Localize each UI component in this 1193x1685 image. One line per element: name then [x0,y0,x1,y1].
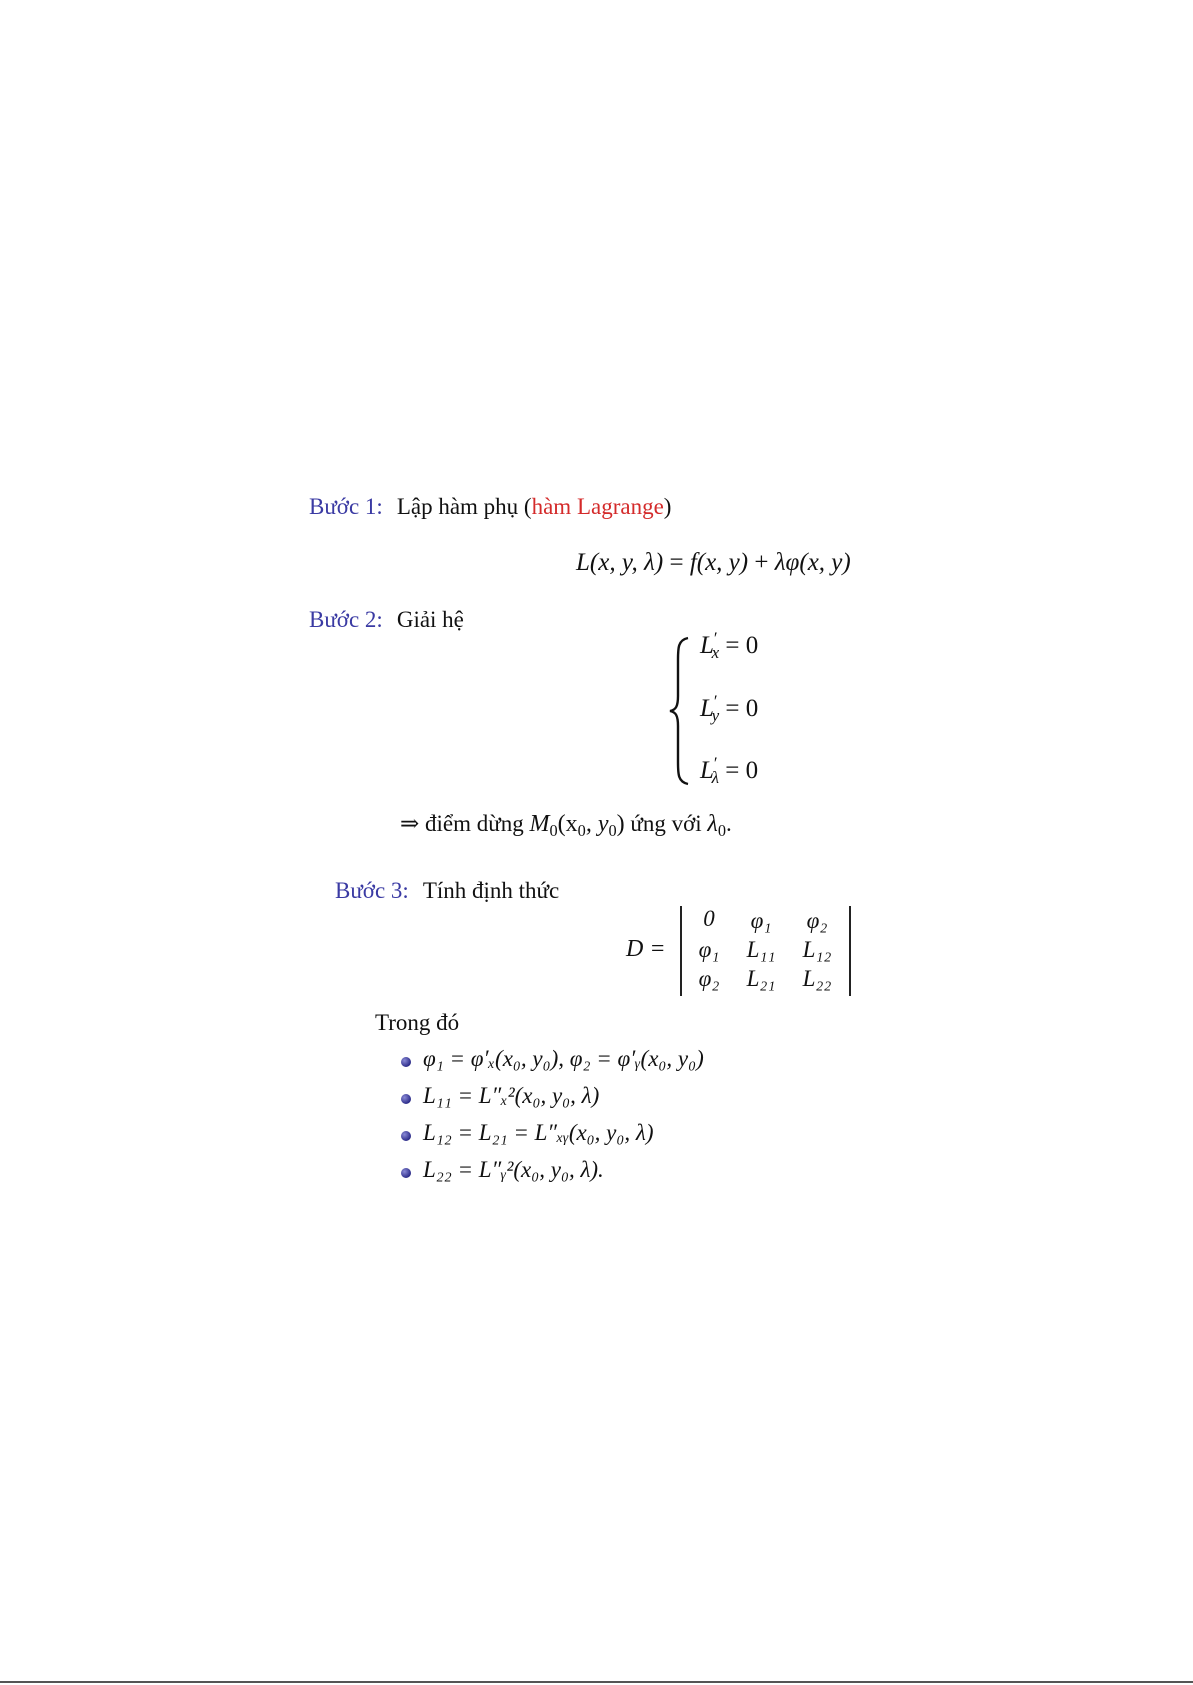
sys-row-2-rest: = 0 [719,695,759,722]
sys-row-3-sub: λ [711,768,719,788]
eq1-plus: + [754,549,769,576]
step2-label: Bước 2: [309,607,383,632]
det-cell: φ₁ [750,908,772,933]
sys-row-3-rest: = 0 [719,757,759,784]
list-item: φ₁ = φ′ₓ(x₀, y₀), φ₂ = φ′ᵧ(x₀, y₀) [423,1046,704,1071]
args-mid: , y [585,811,609,837]
lambda0 [707,811,726,840]
sys-row-3-base: L [700,757,714,784]
eq1-rhs1: f(x, y) [689,549,749,576]
m-symbol: M [529,811,550,837]
det-cell: L₂₂ [802,966,832,991]
sys-row-1-rest: = 0 [719,632,759,659]
args-sub1: 0 [577,820,586,840]
bullet-icon [401,1094,411,1104]
det-cell: L₁₂ [802,937,832,962]
eq1-rhs2: λφ(x, y) [774,549,851,576]
m-sub: 0 [549,820,558,840]
step1-label: Bước 1: [309,494,383,519]
det-cell: L₂₁ [746,966,776,991]
bullet-icon [401,1131,411,1141]
sys-row-2-base: L [700,695,714,722]
implies-icon: ⇒ [400,811,420,836]
stationary-point [529,811,625,840]
args-open: (x [557,811,578,837]
implication-text1: điểm dừng [425,811,524,836]
step3-text: Tính định thức [422,878,560,903]
step3-line [335,878,559,904]
sys-row-1-sub: x [711,643,720,663]
det-cell: 0 [703,906,715,931]
step3-label: Bước 3: [335,878,409,903]
list-item: L₁₁ = L″ₓ²(x₀, y₀, λ) [423,1083,600,1108]
eq1-lhs: L(x, y, λ) [576,549,664,576]
list-item: L₁₂ = L₂₁ = L″ₓᵧ(x₀, y₀, λ) [423,1120,654,1145]
step1-line [309,494,671,520]
system-brace-icon [668,636,692,786]
implication-text2: ứng với [630,811,702,836]
det-right-bar [849,906,851,996]
sys-row-2-sub: y [711,706,720,726]
list-item: L₂₂ = L″ᵧ²(x₀, y₀, λ). [423,1157,604,1182]
det-cell: φ₁ [698,937,720,962]
step1-text-pre: Lập hàm phụ ( [396,494,532,519]
sys-row-1-base: L [700,632,714,659]
step2-line [309,607,464,633]
lambda-sub: 0 [717,820,726,840]
implication-line [400,811,732,838]
implication-end: . [725,811,732,836]
lagrange-equation [576,549,851,577]
args-sub2: 0 [608,820,617,840]
page-bottom-edge [0,1681,1193,1683]
bullet-icon [401,1168,411,1178]
sys-row-1-sup: ′ [713,628,718,648]
det-cell: φ₂ [806,908,828,933]
det-lhs: D = [626,936,666,962]
system-row-3 [700,753,759,788]
bullet-icon [401,1057,411,1067]
sys-row-3-sup: ′ [713,753,718,773]
system-row-2 [700,691,759,726]
step1-highlight: hàm Lagrange [531,494,664,519]
args-close: ) [616,811,625,837]
step1-text-post: ) [663,494,672,519]
det-cell: φ₂ [698,966,720,991]
lambda-symbol: λ [707,811,718,837]
det-cell: L₁₁ [746,937,776,962]
system-row-1 [700,628,759,663]
eq1-op: = [669,549,684,576]
step2-text: Giải hệ [396,607,464,632]
where-heading: Trong đó [375,1010,460,1035]
sys-row-2-sup: ′ [713,691,718,711]
